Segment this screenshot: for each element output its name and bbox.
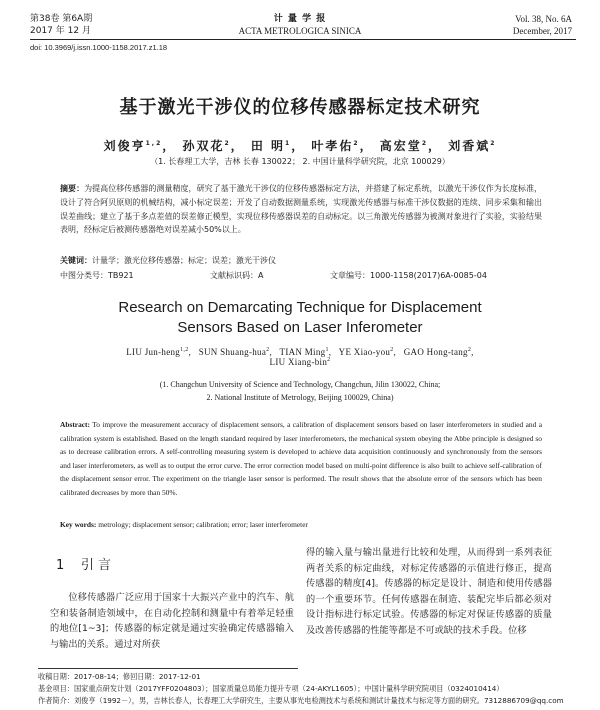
abstract-en <box>60 418 542 499</box>
section-number: 1 <box>56 558 65 573</box>
section-heading <box>56 554 111 573</box>
author-cn: 刘俊亨$^{1,2}$ <box>103 139 163 153</box>
abstract-en-label: Abstract: <box>60 420 90 429</box>
abstract-cn <box>60 182 542 237</box>
section-title: 引 言 <box>80 558 111 573</box>
footnote-received: 收稿日期：2017-08-14；修回日期：2017-12-01 <box>38 672 201 681</box>
keywords-cn-label: 关键词： <box>60 256 92 265</box>
author-list-en: LIU Jun-heng$^{1,2}$, SUN Shuang-hua$^2$, TIAN Ming$^1$, YE Xiao-you$^2$, GAO Hong-tang$^2$, LIU Xiang-bin$^2$ <box>126 347 474 367</box>
affiliation-en-2: 2. National Institute of Metrology, Beijing 100029, China) <box>206 393 394 402</box>
footnote-rule <box>38 668 298 669</box>
author-en: YE Xiao-you$^2$ <box>338 347 394 357</box>
footnote-author-bio: 作者简介：刘俊亨（1992－），男，吉林长春人，长春理工大学研究生，主要从事光电检测技术与系统和测试计量技术与标定等方面的研究。7312886709@qq.com <box>38 696 564 705</box>
author-en: GAO Hong-tang$^2$ <box>403 347 472 357</box>
author-cn: 高宏堂$^2$ <box>379 139 428 153</box>
date-cn: 2017 年 12 月 <box>30 26 91 36</box>
abstract-cn-label: 摘要： <box>60 184 85 193</box>
body-column-left: 位移传感器广泛应用于国家十大振兴产业中的汽车、航空和装备制造领域中，在自动化控制和测量中有着举足轻重的地位[1~3]；传感器的标定就是通过实验确定传感器输入与输出的关系。通过对所获 <box>50 592 294 650</box>
keywords-cn <box>60 254 542 268</box>
paper-title-en-line2: Sensors Based on Laser Inferometer <box>177 319 423 336</box>
abstract-cn-text: 为提高位移传感器的测量精度，研究了基于激光干涉仪的位移传感器标定方法，并搭建了标定系统，以激光干涉仪作为长度标准，设计了符合阿贝原则的机械结构，减小标定误差；开发了自动数据测量系统，实现激光传感器与标准干涉仪数据的连续、同步采集和输出误差曲线；建立了基于多点差值的误差修正模型，实现位移传感器误差的自动标定。以三角激光传感器为被测对象进行了实验，实验结果表明，经标定后被测传感器绝对误差减小50%以上。 <box>60 184 543 235</box>
keywords-en-text: metrology; displacement sensor; calibration; error; laser interferometer <box>98 520 308 529</box>
document-code: 文献标识码：A <box>210 271 264 280</box>
keywords-cn-text: 计量学；激光位移传感器；标定；误差；激光干涉仪 <box>92 256 276 265</box>
date-en: December, 2017 <box>512 26 572 36</box>
keywords-en-label: Key words: <box>60 520 97 529</box>
author-cn: 孙双花$^2$ <box>182 139 231 153</box>
affiliation-cn: （1. 长春理工大学，吉林 长春 130022； 2. 中国计量科学研究院，北京 100029） <box>150 157 450 166</box>
journal-name-en: ACTA METROLOGICA SINICA <box>238 26 362 36</box>
author-cn: 田 明$^1$ <box>250 139 292 153</box>
article-number: 文章编号：1000-1158(2017)6A-0085-04 <box>330 271 487 280</box>
author-list-cn: 刘俊亨$^{1,2}$， 孙双花$^2$， 田 明$^1$， 叶孝佑$^2$， 高宏堂$^2$， 刘香斌$^2$ <box>103 139 497 153</box>
paper-title-cn: 基于激光干涉仪的位移传感器标定技术研究 <box>119 97 481 118</box>
affiliation-en-1: (1. Changchun University of Science and Technology, Changchun, Jilin 130022, China; <box>159 380 441 389</box>
author-cn: 刘香斌$^2$ <box>448 139 497 153</box>
footnote-funding: 基金项目：国家重点研发计划（2017YFF0204803）；国家质量总局能力提升专项（24-AKYL1605）；中国计量科学研究院项目（0324010414） <box>38 684 504 693</box>
header-rule <box>30 39 576 40</box>
paper-title-en-line1: Research on Demarcating Technique for Displacement <box>118 299 482 316</box>
author-cn: 叶孝佑$^2$ <box>311 139 360 153</box>
journal-name-cn: 计 量 学 报 <box>273 14 327 24</box>
abstract-en-text: To improve the measurement accuracy of displacement sensors, a calibration of displacement sensors based on laser interferometers in studied and a calibration system is established. Based on the length standard required by laser interferometers, the mechanical system obeying the Abbe principle is designed so as to decrease calibration errors. A self-controlling measuring system is developed to achieve data acquisition continuously and synchronously from the sensors and laser interferometers, as well as to output the error curve. The error correction model based on multi-point difference is also built to achieve self-calibration of the displacement sensor error. The experiment on the triangle laser sensor is performed. The result shows that the absolute error of the sensors which has been calibrated decreases by more than 50%. <box>60 420 542 497</box>
author-en: LIU Jun-heng$^{1,2}$ <box>126 347 189 357</box>
keywords-en <box>60 518 542 532</box>
author-en: TIAN Ming$^1$ <box>279 347 329 357</box>
volume-issue-en: Vol. 38, No. 6A <box>515 14 572 24</box>
author-en: SUN Shuang-hua$^2$ <box>198 347 270 357</box>
author-en: LIU Xiang-bin$^2$ <box>269 357 331 367</box>
classification-row <box>60 270 542 282</box>
doi: doi: 10.3969/j.issn.1000-1158.2017.z1.18 <box>30 43 168 52</box>
volume-issue-cn: 第38卷 第6A期 <box>30 14 93 24</box>
clc-number: 中图分类号：TB921 <box>60 271 134 280</box>
body-column-right: 得的输入量与输出量进行比较和处理，从而得到一系列表征两者关系的标定曲线，对标定传感器的示值进行修正，提高传感器的精度[4]。传感器的标定是设计、制造和使用传感器的一个重要环节。任何传感器在制造、装配完毕后都必须对设计指标进行标定试验。传感器的标定对保证传感器的质量及改善传感器的性能等都是不可或缺的技术手段。位移 <box>306 547 552 636</box>
